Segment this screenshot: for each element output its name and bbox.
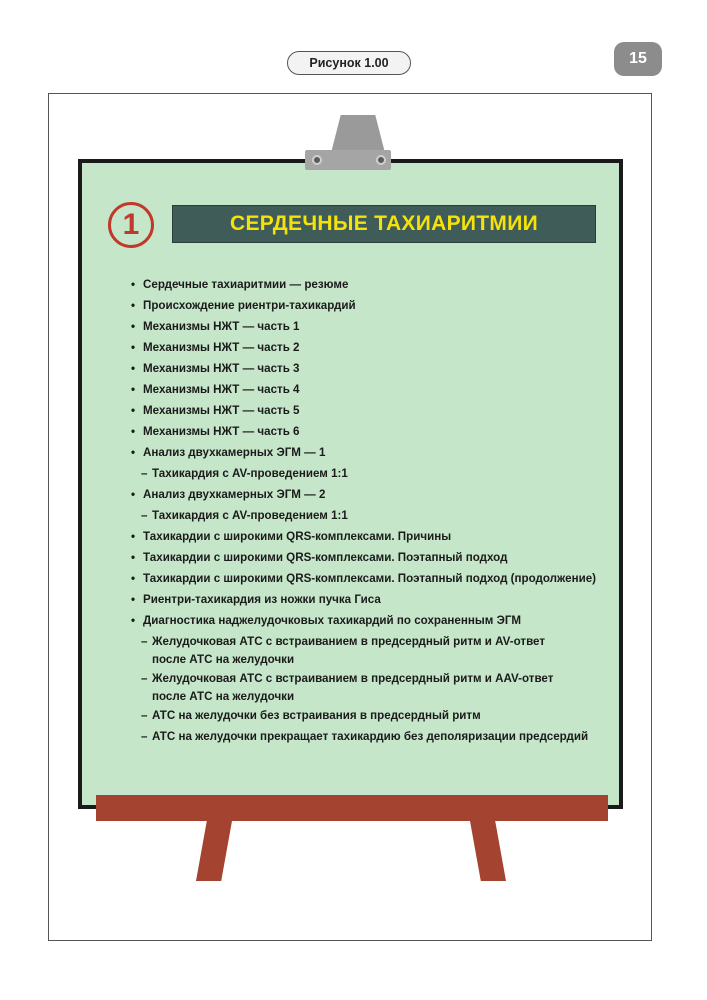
page-number: 15 (614, 42, 662, 76)
dash-icon: – (141, 709, 148, 722)
dash-icon: – (141, 509, 148, 522)
bullet-icon: • (131, 299, 136, 312)
toc-item-text: Сердечные тахиаритмии — резюме (143, 278, 349, 291)
figure-label: Рисунок 1.00 (287, 51, 411, 75)
screw-icon (312, 155, 322, 165)
dash-icon: – (141, 730, 148, 743)
toc-item-text: Происхождение риентри-тахикардий (143, 299, 356, 312)
toc-item-text: Тахикардии с широкими QRS-комплексами. Поэтапный подход (143, 551, 508, 564)
bullet-icon: • (131, 446, 136, 459)
bullet-icon: • (131, 425, 136, 438)
toc-item-text: Механизмы НЖТ — часть 2 (143, 341, 300, 354)
toc-item-text: Желудочковая АТС с встраиванием в предсердный ритм и AV-ответ (152, 635, 546, 648)
bullet-icon: • (131, 362, 136, 375)
toc-item-text: Желудочковая АТС с встраиванием в предсердный ритм и AAV-ответ (152, 672, 554, 685)
toc-item-text: Тахикардия с AV-проведением 1:1 (152, 467, 348, 480)
bullet-icon: • (131, 320, 136, 333)
toc-item-text: Тахикардия с AV-проведением 1:1 (152, 509, 348, 522)
bullet-icon: • (131, 341, 136, 354)
toc-item-text: Тахикардии с широкими QRS-комплексами. Причины (143, 530, 452, 543)
bullet-icon: • (131, 488, 136, 501)
toc-item-text-continued: после АТС на желудочки (152, 653, 295, 666)
bullet-icon: • (131, 593, 136, 606)
bullet-icon: • (131, 383, 136, 396)
toc-item-text: Механизмы НЖТ — часть 5 (143, 404, 300, 417)
chapter-title: СЕРДЕЧНЫЕ ТАХИАРИТМИИ (172, 205, 596, 243)
toc-item-text: Анализ двухкамерных ЭГМ — 1 (143, 446, 326, 459)
bullet-icon: • (131, 614, 136, 627)
bullet-icon: • (131, 278, 136, 291)
toc-item-text-continued: после АТС на желудочки (152, 690, 295, 703)
toc-item-text: Тахикардии с широкими QRS-комплексами. Поэтапный подход (продолжение) (143, 572, 597, 585)
toc-item-text: Механизмы НЖТ — часть 6 (143, 425, 300, 438)
screw-icon (376, 155, 386, 165)
chapter-number-badge: 1 (108, 202, 154, 248)
dash-icon: – (141, 635, 148, 648)
toc-item-text: Риентри-тахикардия из ножки пучка Гиса (143, 593, 381, 606)
dash-icon: – (141, 467, 148, 480)
toc-item-text: Механизмы НЖТ — часть 4 (143, 383, 300, 396)
bullet-icon: • (131, 572, 136, 585)
bullet-icon: • (131, 404, 136, 417)
easel-ledge (96, 795, 608, 821)
bullet-icon: • (131, 551, 136, 564)
dash-icon: – (141, 672, 148, 685)
toc-item-text: Механизмы НЖТ — часть 3 (143, 362, 300, 375)
toc-item-text: Диагностика наджелудочковых тахикардий по сохраненным ЭГМ (143, 614, 522, 627)
toc-item-text: Механизмы НЖТ — часть 1 (143, 320, 300, 333)
toc-item-text: Анализ двухкамерных ЭГМ — 2 (143, 488, 326, 501)
bullet-icon: • (131, 530, 136, 543)
toc-item-text: АТС на желудочки прекращает тахикардию без деполяризации предсердий (152, 730, 589, 743)
toc-item-text: АТС на желудочки без встраивания в предсердный ритм (152, 709, 481, 722)
